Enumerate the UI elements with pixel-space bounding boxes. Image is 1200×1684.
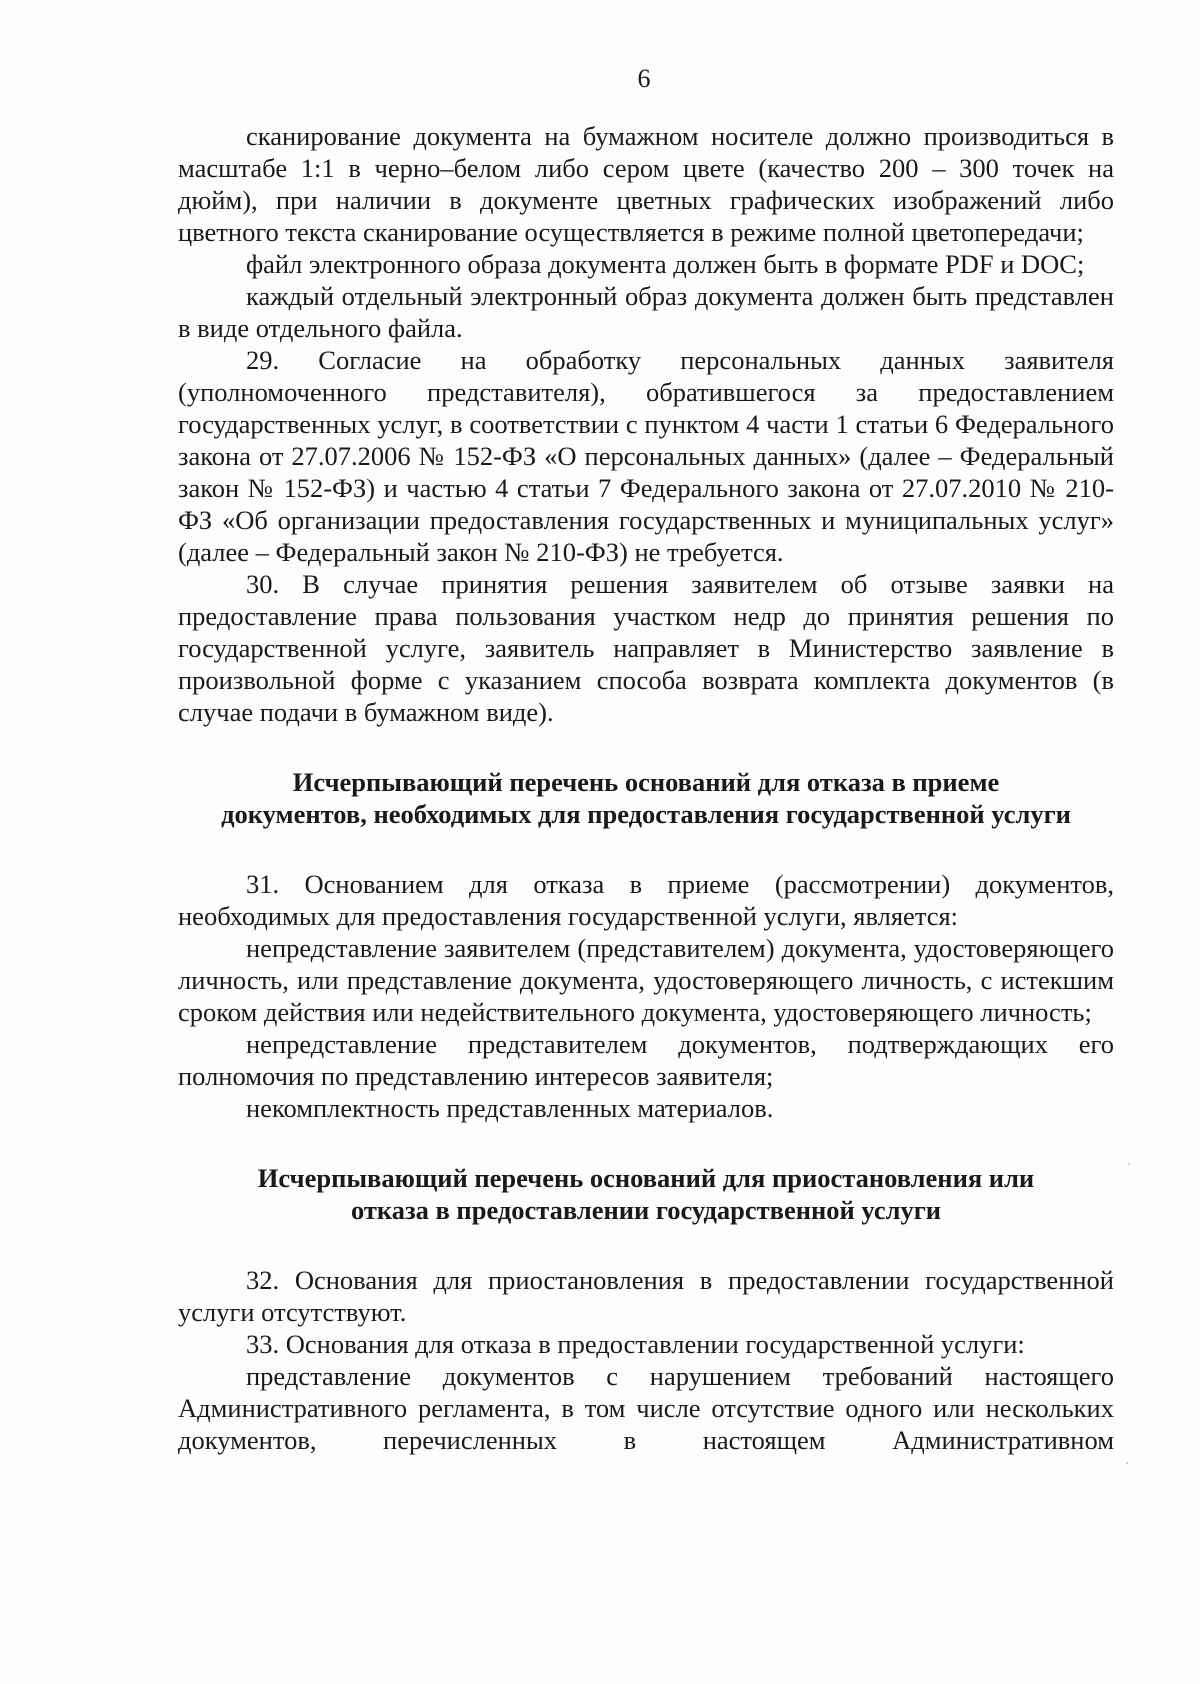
section-heading-suspension-refusal — [178, 1162, 1114, 1226]
paragraph-separate-file: каждый отдельный электронный образ документа должен быть представлен в виде отдельного файла. — [178, 281, 1114, 343]
paragraph-31-grounds: 31. Основанием для отказа в приеме (рассмотрении) документов, необходимых для предоставления государственной услуги, является: — [178, 869, 1114, 931]
paragraph-30-withdrawal: 30. В случае принятия решения заявителем об отзыве заявки на предоставление права пользования участком недр до принятия решения по государственной услуге, заявитель направляет в Министерство заявление в произвольной форме с указанием способа возврата комплекта документов (в случае подачи в бумажном виде). — [178, 569, 1114, 727]
paragraph-33-refusal-grounds: 33. Основания для отказа в предоставлении государственной услуги: — [246, 1329, 1025, 1359]
document-body — [178, 120, 1114, 1456]
paragraph-32-no-suspension: 32. Основания для приостановления в предоставлении государственной услуги отсутствуют. — [178, 1265, 1114, 1327]
heading-line: Исчерпывающий перечень оснований для приостановления или — [257, 1163, 1035, 1193]
paragraph-file-format: файл электронного образа документа должен быть в формате PDF и DOC; — [246, 249, 1085, 279]
paragraph-violation-requirements: представление документов с нарушением требований настоящего Административного регламента, в том числе отсутствие одного или нескольких документов, перечисленных в настоящем Административном — [178, 1361, 1114, 1455]
paragraph-29-consent: 29. Согласие на обработку персональных данных заявителя (уполномоченного представителя), обратившегося за предоставлением государственных услуг, в соответствии с пунктом 4 части 1 статьи 6 Федерального закона от 27.07.2006 № 152-ФЗ «О персональных данных» (далее – Федеральный закон № 152-ФЗ) и частью 4 статьи 7 Федерального закона от 27.07.2010 № 210-ФЗ «Об организации предоставления государственных и муниципальных услуг» (далее – Федеральный закон № 210-ФЗ) не требуется. — [178, 345, 1114, 567]
scan-speck — [1126, 1462, 1128, 1464]
heading-line: Исчерпывающий перечень оснований для отказа в приеме — [292, 767, 1000, 797]
paragraph-no-authority-documents: непредставление представителем документов, подтверждающих его полномочия по представлению интересов заявителя; — [178, 1029, 1114, 1091]
paragraph-scanning-requirements: сканирование документа на бумажном носителе должно производиться в масштабе 1:1 в черно–белом либо сером цвете (качество 200 – 300 точек на дюйм), при наличии в документе цветных графических изображений либо цветного текста сканирование осуществляется в режиме полной цветопередачи; — [178, 121, 1114, 247]
heading-line: отказа в предоставлении государственной услуги — [350, 1195, 942, 1225]
section-heading-refusal-reception — [178, 766, 1114, 830]
paragraph-incomplete-materials: некомплектность представленных материалов. — [246, 1093, 774, 1123]
scan-speck — [1128, 1163, 1130, 1165]
paragraph-no-identity-document: непредставление заявителем (представителем) документа, удостоверяющего личность, или представление документа, удостоверяющего личность, с истекшим сроком действия или недействительного документа, удостоверяющего личность; — [178, 933, 1114, 1027]
heading-line: документов, необходимых для предоставления государственной услуги — [221, 799, 1071, 829]
page-number: 6 — [637, 64, 651, 93]
